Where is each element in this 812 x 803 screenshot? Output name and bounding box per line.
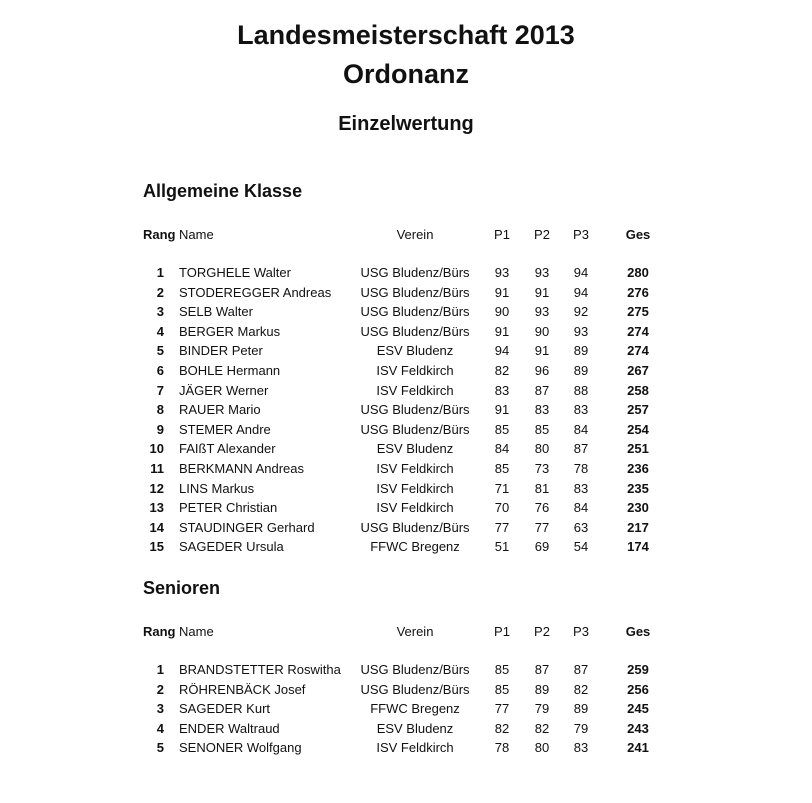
club-cell: ESV Bludenz (376, 441, 454, 456)
p2-cell: 77 (534, 520, 550, 535)
p1-cell: 91 (494, 324, 510, 339)
club-cell: USG Bludenz/Bürs (360, 402, 470, 417)
header-p1: P1 (494, 227, 510, 242)
name-cell: PETER Christian (179, 500, 278, 515)
table-row (0, 461, 812, 481)
name-cell: JÄGER Werner (179, 383, 269, 398)
total-cell: 243 (627, 721, 649, 736)
name-cell: LINS Markus (179, 481, 255, 496)
name-cell: SAGEDER Ursula (179, 539, 284, 554)
name-cell: RAUER Mario (179, 402, 261, 417)
p1-cell: 51 (494, 539, 510, 554)
p3-cell: 83 (573, 402, 589, 417)
p3-cell: 83 (573, 481, 589, 496)
p3-cell: 89 (573, 701, 589, 716)
rank-cell: 7 (156, 383, 164, 398)
p2-cell: 69 (534, 539, 550, 554)
p3-cell: 87 (573, 662, 589, 677)
total-cell: 274 (627, 324, 649, 339)
p1-cell: 84 (494, 441, 510, 456)
name-cell: STEMER Andre (179, 422, 271, 437)
section-title-senioren: Senioren (143, 578, 221, 598)
name-cell: BRANDSTETTER Roswitha (179, 662, 341, 677)
total-cell: 259 (627, 662, 649, 677)
p2-cell: 93 (534, 265, 550, 280)
total-cell: 275 (627, 304, 649, 319)
p3-cell: 84 (573, 500, 589, 515)
p1-cell: 91 (494, 285, 510, 300)
p1-cell: 85 (494, 461, 510, 476)
total-cell: 274 (627, 343, 649, 358)
rank-cell: 11 (150, 461, 164, 476)
club-cell: USG Bludenz/Bürs (360, 520, 470, 535)
p3-cell: 87 (573, 441, 589, 456)
p2-cell: 79 (534, 701, 550, 716)
p3-cell: 79 (573, 721, 589, 736)
p1-cell: 77 (494, 520, 510, 535)
total-cell: 241 (627, 740, 649, 755)
p1-cell: 91 (494, 402, 510, 417)
p1-cell: 85 (494, 662, 510, 677)
rank-cell: 5 (156, 740, 164, 755)
club-cell: ISV Feldkirch (376, 481, 454, 496)
table-row (0, 402, 812, 422)
club-cell: ISV Feldkirch (376, 740, 454, 755)
club-cell: ESV Bludenz (376, 721, 454, 736)
total-cell: 245 (627, 701, 649, 716)
total-cell: 251 (627, 441, 649, 456)
table-row (0, 383, 812, 403)
rank-cell: 15 (149, 539, 164, 554)
rank-cell: 3 (156, 304, 164, 319)
p3-cell: 82 (573, 682, 589, 697)
header-total: Ges (625, 227, 651, 242)
table-row (0, 662, 812, 682)
name-cell: SAGEDER Kurt (179, 701, 271, 716)
p2-cell: 87 (534, 383, 550, 398)
table-row (0, 740, 812, 760)
total-cell: 254 (627, 422, 649, 437)
rank-cell: 5 (156, 343, 164, 358)
rank-cell: 2 (156, 285, 164, 300)
name-cell: STODEREGGER Andreas (179, 285, 332, 300)
table-header (0, 227, 812, 247)
table-row (0, 520, 812, 540)
p3-cell: 88 (573, 383, 589, 398)
club-cell: USG Bludenz/Bürs (360, 304, 470, 319)
rank-cell: 4 (156, 324, 164, 339)
p1-cell: 90 (494, 304, 510, 319)
p1-cell: 93 (494, 265, 510, 280)
table-row (0, 682, 812, 702)
p3-cell: 89 (573, 343, 589, 358)
header-p2: P2 (534, 624, 550, 639)
name-cell: BOHLE Hermann (179, 363, 281, 378)
total-cell: 280 (627, 265, 649, 280)
name-cell: RÖHRENBÄCK Josef (179, 682, 306, 697)
p2-cell: 96 (534, 363, 550, 378)
section-title-allgemeine-klasse: Allgemeine Klasse (143, 181, 303, 201)
rank-cell: 12 (149, 481, 164, 496)
table-row (0, 539, 812, 559)
rank-cell: 13 (149, 500, 164, 515)
p1-cell: 71 (494, 481, 510, 496)
p3-cell: 63 (573, 520, 589, 535)
p2-cell: 91 (534, 343, 550, 358)
p1-cell: 77 (494, 701, 510, 716)
rank-cell: 14 (149, 520, 164, 535)
table-header (0, 624, 812, 644)
rank-cell: 1 (156, 662, 164, 677)
rank-cell: 2 (156, 682, 164, 697)
table-row (0, 324, 812, 344)
p3-cell: 54 (573, 539, 589, 554)
p1-cell: 85 (494, 422, 510, 437)
table-row (0, 441, 812, 461)
total-cell: 276 (627, 285, 649, 300)
header-club: Verein (396, 227, 434, 242)
p1-cell: 82 (494, 721, 510, 736)
name-cell: BINDER Peter (179, 343, 263, 358)
rank-cell: 1 (156, 265, 164, 280)
table-row (0, 265, 812, 285)
p3-cell: 89 (573, 363, 589, 378)
header-name: Name (179, 624, 214, 639)
p2-cell: 80 (534, 441, 550, 456)
p1-cell: 94 (494, 343, 510, 358)
p2-cell: 76 (534, 500, 550, 515)
total-cell: 217 (627, 520, 649, 535)
name-cell: SELB Walter (179, 304, 253, 319)
category-heading: Einzelwertung (338, 113, 474, 135)
total-cell: 258 (627, 383, 649, 398)
club-cell: ISV Feldkirch (376, 383, 454, 398)
table-row (0, 422, 812, 442)
name-cell: BERKMANN Andreas (179, 461, 304, 476)
club-cell: ISV Feldkirch (376, 461, 454, 476)
p3-cell: 94 (573, 265, 589, 280)
header-p2: P2 (534, 227, 550, 242)
rank-cell: 3 (156, 701, 164, 716)
p1-cell: 85 (494, 682, 510, 697)
table-row (0, 500, 812, 520)
p3-cell: 78 (573, 461, 589, 476)
table-row (0, 721, 812, 741)
name-cell: FAIßT Alexander (179, 441, 276, 456)
name-cell: SENONER Wolfgang (179, 740, 302, 755)
club-cell: USG Bludenz/Bürs (360, 285, 470, 300)
rank-cell: 4 (156, 721, 164, 736)
p1-cell: 83 (494, 383, 510, 398)
page-title: Landesmeisterschaft 2013 (237, 20, 575, 50)
table-row (0, 481, 812, 501)
total-cell: 235 (627, 481, 649, 496)
total-cell: 267 (627, 363, 649, 378)
p1-cell: 70 (494, 500, 510, 515)
club-cell: ISV Feldkirch (376, 363, 454, 378)
total-cell: 174 (627, 539, 649, 554)
header-rank: Rang (143, 624, 176, 639)
p1-cell: 78 (494, 740, 510, 755)
table-row (0, 304, 812, 324)
total-cell: 236 (627, 461, 649, 476)
name-cell: STAUDINGER Gerhard (179, 520, 315, 535)
p2-cell: 87 (534, 662, 550, 677)
name-cell: BERGER Markus (179, 324, 281, 339)
name-cell: ENDER Waltraud (179, 721, 280, 736)
p2-cell: 93 (534, 304, 550, 319)
header-name: Name (179, 227, 214, 242)
p2-cell: 81 (534, 481, 550, 496)
table-row (0, 701, 812, 721)
table-row (0, 285, 812, 305)
header-total: Ges (625, 624, 651, 639)
p3-cell: 94 (573, 285, 589, 300)
p3-cell: 83 (573, 740, 589, 755)
p2-cell: 73 (534, 461, 550, 476)
total-cell: 256 (627, 682, 649, 697)
rank-cell: 9 (156, 422, 164, 437)
p2-cell: 85 (534, 422, 550, 437)
club-cell: USG Bludenz/Bürs (360, 422, 470, 437)
total-cell: 230 (627, 500, 649, 515)
page-subtitle: Ordonanz (343, 59, 469, 89)
table-row (0, 363, 812, 383)
club-cell: USG Bludenz/Bürs (360, 265, 470, 280)
rank-cell: 8 (156, 402, 164, 417)
header-rank: Rang (143, 227, 176, 242)
name-cell: TORGHELE Walter (179, 265, 291, 280)
club-cell: FFWC Bregenz (370, 539, 460, 554)
header-p3: P3 (573, 227, 589, 242)
p2-cell: 91 (534, 285, 550, 300)
header-club: Verein (396, 624, 434, 639)
table-row (0, 343, 812, 363)
header-p1: P1 (494, 624, 510, 639)
club-cell: ESV Bludenz (376, 343, 454, 358)
p2-cell: 80 (534, 740, 550, 755)
club-cell: USG Bludenz/Bürs (360, 682, 470, 697)
rank-cell: 10 (149, 441, 164, 456)
p2-cell: 89 (534, 682, 550, 697)
club-cell: ISV Feldkirch (376, 500, 454, 515)
p3-cell: 92 (573, 304, 589, 319)
club-cell: USG Bludenz/Bürs (360, 324, 470, 339)
club-cell: FFWC Bregenz (370, 701, 460, 716)
p3-cell: 84 (573, 422, 589, 437)
p3-cell: 93 (573, 324, 589, 339)
p2-cell: 83 (534, 402, 550, 417)
rank-cell: 6 (156, 363, 164, 378)
club-cell: USG Bludenz/Bürs (360, 662, 470, 677)
p2-cell: 82 (534, 721, 550, 736)
header-p3: P3 (573, 624, 589, 639)
p2-cell: 90 (534, 324, 550, 339)
p1-cell: 82 (494, 363, 510, 378)
total-cell: 257 (627, 402, 649, 417)
